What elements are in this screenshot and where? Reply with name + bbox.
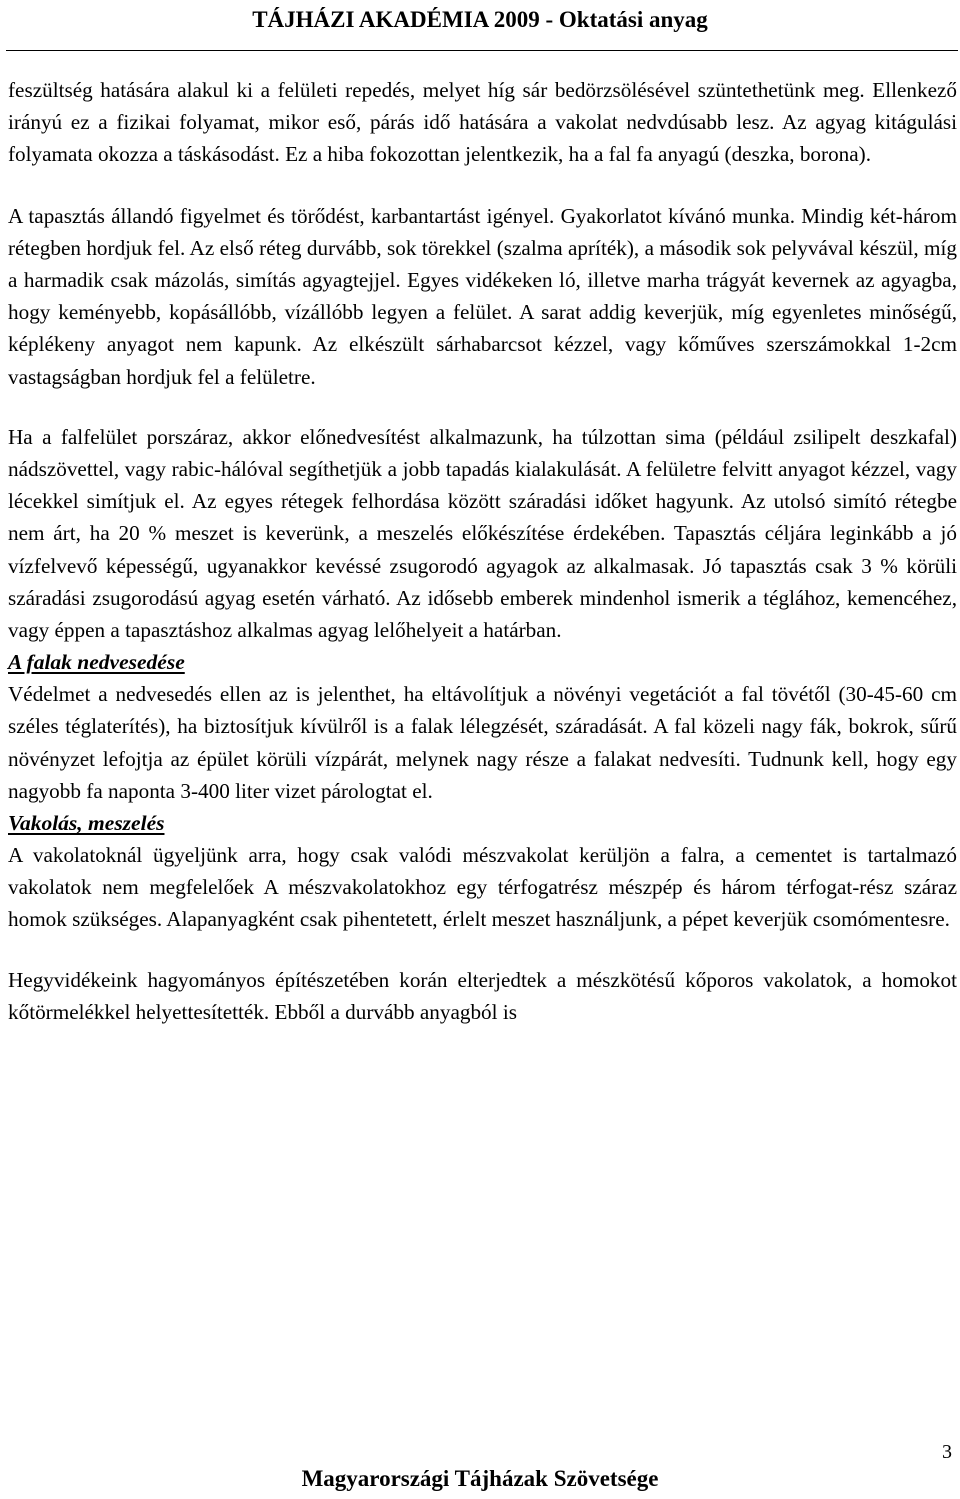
section-heading-vakolas: Vakolás, meszelés [8,811,165,836]
paragraph-3: Ha a falfelület porszáraz, akkor előnedvesítést alkalmazunk, ha túlzottan sima (például zsilipelt deszkafal) nádszövettel, vagy rabic-hálóval segíthetjük a jobb tapadás kialakulását. A felületre felvitt anyagot kézzel, vagy lécekkel simítjuk el. Az egyes rétegek felhordása között száradási időket hagyunk. Az utolsó simító rétegbe nem árt, ha 20 % meszet is keverünk, a meszelés előkészítése érdekében. Tapasztás céljára leginkább a jó vízfelvevő képességű, ugyanakkor kevéssé zsugorodó agyagok az alkalmasak. Jó tapasztás csak 3 % körüli száradási zsugorodású agyag esetén várható. Az idősebb emberek mindenhol ismerik a téglához, kemencéhez, vagy éppen a tapasztáshoz alkalmas agyag lelőhelyeit a határban. [8,424,957,643]
vakolas-paragraph-1: A vakolatoknál ügyeljünk arra, hogy csak valódi mészvakolat kerüljön a falra, a cementet is tartalmazó vakolatok nem megfelelőek A mészvakolatokhoz egy térfogatrész mészpép és három térfogat-rész száraz homok szükséges. Alapanyagként csak pihentetett, érlelt meszet használjunk, a pépet keverjük csomómentesre. [8,843,957,932]
paragraph-1: feszültség hatására alakul ki a felületi repedés, melyet híg sár bedörzsölésével szüntethetünk meg. Ellenkező irányú ez a fizikai folyamat, mikor eső, párás idő hatására a vakolat nedvdúsabb lesz. Az agyag kitágulási folyamata okozza a táskásodást. Ez a hiba fokozottan jelentkezik, ha a fal fa anyagú (deszka, borona). [8,78,957,167]
section-heading-falak: A falak nedvesedése [8,650,185,675]
falak-paragraph-1: Védelmet a nedvesedés ellen az is jelenthet, ha eltávolítjuk a növényi vegetációt a fal tövétől (30-45-60 cm széles téglaterítés), ha biztosítjuk kívülről is a falak lélegzését, száradását. A fal közeli nagy fák, bokrok, sűrű növényzet lefojtja az épület körüli vízpárát, melynek nagy része a falakat nedvesíti. Tudnunk kell, hogy egy nagyobb fa naponta 3-400 liter vizet párologtat el. [8,682,957,803]
page-header-title: TÁJHÁZI AKADÉMIA 2009 - Oktatási anyag [252,7,708,32]
page-number: 3 [942,1441,952,1463]
document-body [8,74,957,1028]
vakolas-paragraph-2: Hegyvidékeink hagyományos építészetében korán elterjedtek a mészkötésű kőporos vakolatok, a homokot kőtörmelékkel helyettesítették. Ebből a durvább anyagból is [8,967,957,1024]
paragraph-2: A tapasztás állandó figyelmet és törődést, karbantartást igényel. Gyakorlatot kívánó munka. Mindig két-három rétegben hordjuk fel. Az első réteg durvább, sok törekkel (szalma apríték), a második sok pelyvával készül, míg a harmadik csak mázolás, simítás agyagtejjel. Egyes vidékeken ló, illetve marha trágyát kevernek az agyagba, hogy keményebb, kopásállóbb, vízállóbb legyen a felület. A sarat addig keverjük, míg egyenletes minőségű, képlékeny anyagot nem kapunk. Az elkészült sárhabarcsot kézzel, vagy kőműves szerszámokkal 1-2cm vastagságban hordjuk fel a felületre. [8,203,957,389]
footer-organization: Magyarországi Tájházak Szövetsége [301,1466,659,1491]
header-divider [6,50,958,51]
